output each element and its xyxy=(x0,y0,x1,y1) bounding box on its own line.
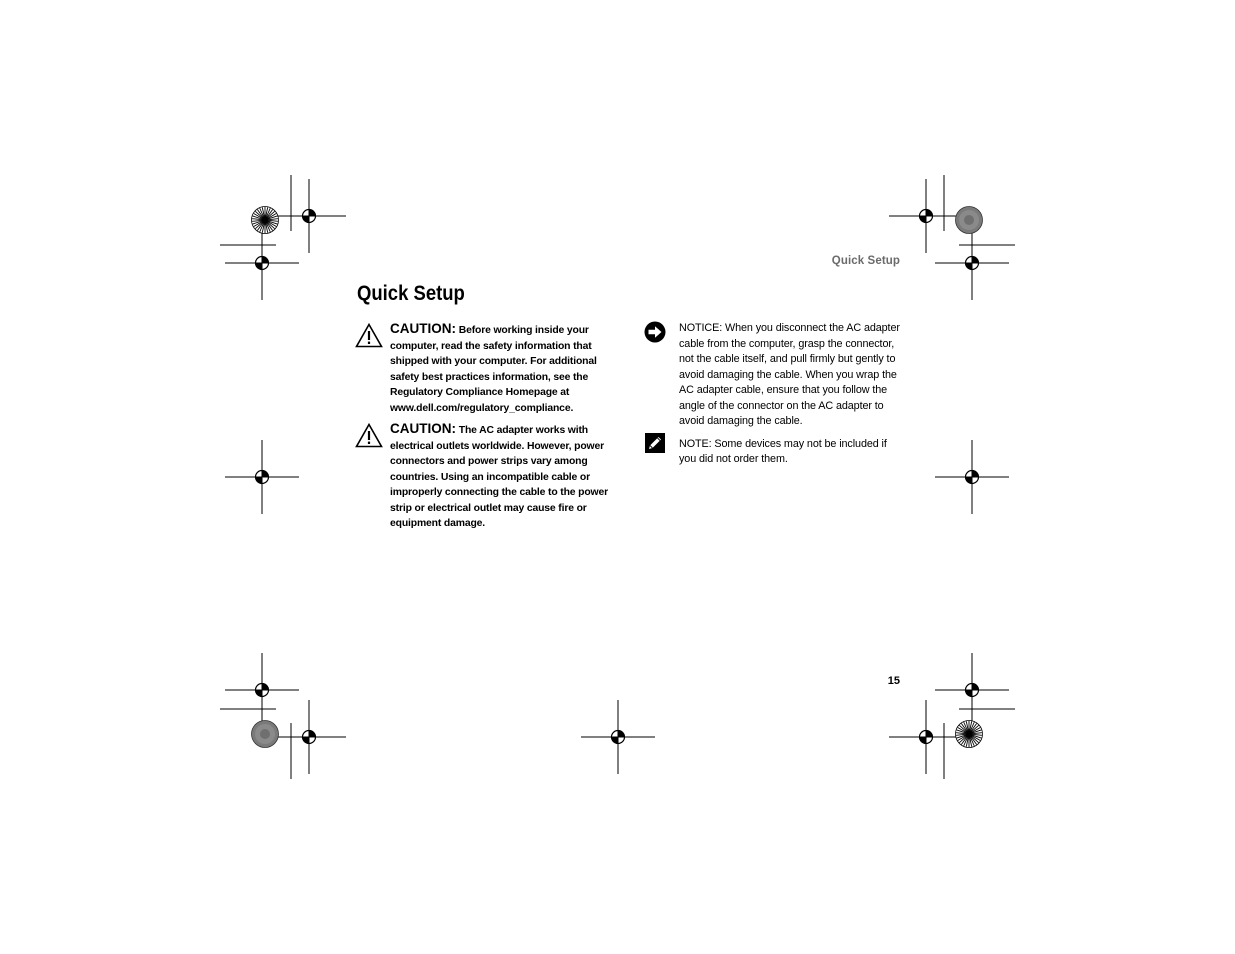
warning-triangle-icon xyxy=(355,423,383,454)
caution-block-1 xyxy=(355,321,615,416)
page-title: Quick Setup xyxy=(357,282,465,305)
caution-text: Before working inside your computer, read the safety information that shipped with your computer. For additional safety best practices information, see the Regulatory Compliance Homepage at www.dell.com/regulatory_compliance. xyxy=(390,325,597,414)
caution-text: The AC adapter works with electrical outlets worldwide. However, power connectors and power strips vary among countries. Using an incompatible cable or improperly connecting the cable to the power strip or electrical outlet may cause fire or equipment damage. xyxy=(390,425,608,529)
note-block xyxy=(644,437,906,468)
caution-label: CAUTION: xyxy=(390,421,456,436)
notice-label: NOTICE: xyxy=(679,322,723,334)
caution-label: CAUTION: xyxy=(390,321,456,336)
page-number: 15 xyxy=(887,675,900,687)
cautions-column xyxy=(355,321,615,532)
note-text: Some devices may not be included if you did not order them. xyxy=(679,437,887,465)
pencil-note-icon xyxy=(644,432,666,460)
caution-block-2 xyxy=(355,421,615,532)
warning-triangle-icon xyxy=(355,323,383,354)
notice-block xyxy=(644,321,906,430)
arrow-circle-icon xyxy=(644,321,666,349)
notices-column xyxy=(644,321,906,468)
running-header: Quick Setup xyxy=(831,255,900,267)
notice-text: When you disconnect the AC adapter cable from the computer, grasp the connector, not the cable itself, and pull firmly but gently to avoid damaging the cable. When you wrap the AC adapter cable, ensure that you follow the angle of the connector on the AC adapter to avoid damaging the cable. xyxy=(679,322,900,427)
note-label: NOTE: xyxy=(679,437,712,450)
